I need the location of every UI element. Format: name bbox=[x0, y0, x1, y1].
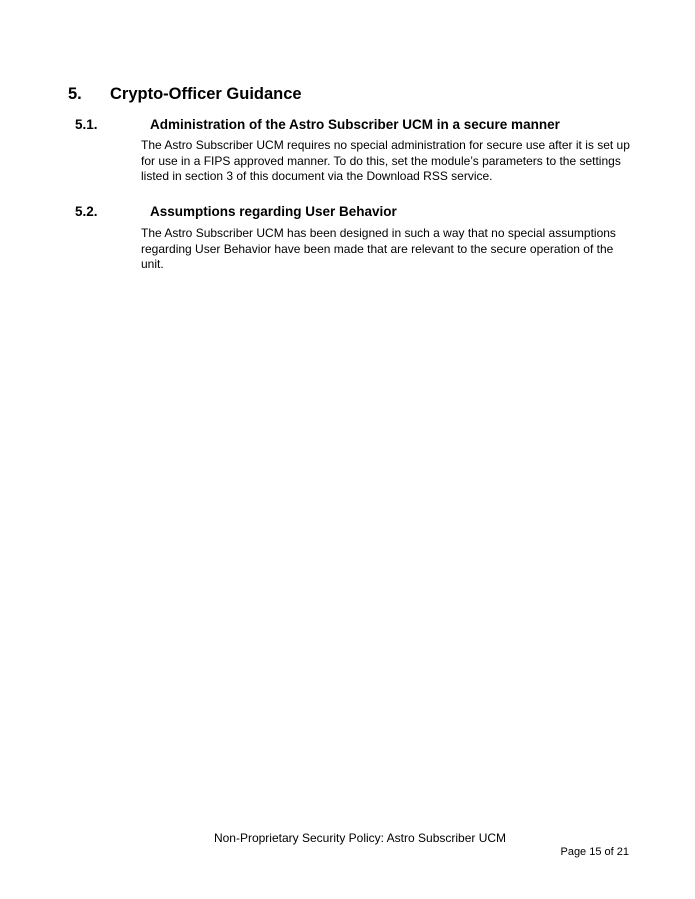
section-title: Crypto-Officer Guidance bbox=[110, 85, 302, 103]
paragraph-line: The Astro Subscriber UCM has been designed in such a way that no special assumptions bbox=[141, 226, 616, 240]
paragraph-line: The Astro Subscriber UCM requires no special administration for secure use after it is set up bbox=[141, 138, 630, 152]
paragraph-5-2 bbox=[141, 226, 641, 273]
subsection-number: 5.1. bbox=[75, 117, 98, 132]
footer-document-title: Non-Proprietary Security Policy: Astro Subscriber UCM bbox=[213, 831, 507, 845]
subsection-title: Assumptions regarding User Behavior bbox=[150, 204, 397, 219]
paragraph-line: for use in a FIPS approved manner. To do this, set the module’s parameters to the settings bbox=[141, 153, 621, 168]
paragraph-5-1 bbox=[141, 138, 641, 185]
paragraph-line: unit. bbox=[141, 257, 164, 271]
footer-page-number: Page 15 of 21 bbox=[560, 846, 629, 858]
subsection-number: 5.2. bbox=[75, 204, 98, 219]
section-heading bbox=[68, 85, 302, 104]
subsection-title: Administration of the Astro Subscriber UCM in a secure manner bbox=[150, 117, 560, 132]
subsection-heading-5-2 bbox=[75, 204, 397, 219]
section-number: 5. bbox=[68, 85, 82, 103]
subsection-heading-5-1 bbox=[75, 117, 560, 132]
paragraph-line: listed in section 3 of this document via the Download RSS service. bbox=[141, 169, 493, 183]
paragraph-line: regarding User Behavior have been made that are relevant to the secure operation of the bbox=[141, 241, 614, 256]
